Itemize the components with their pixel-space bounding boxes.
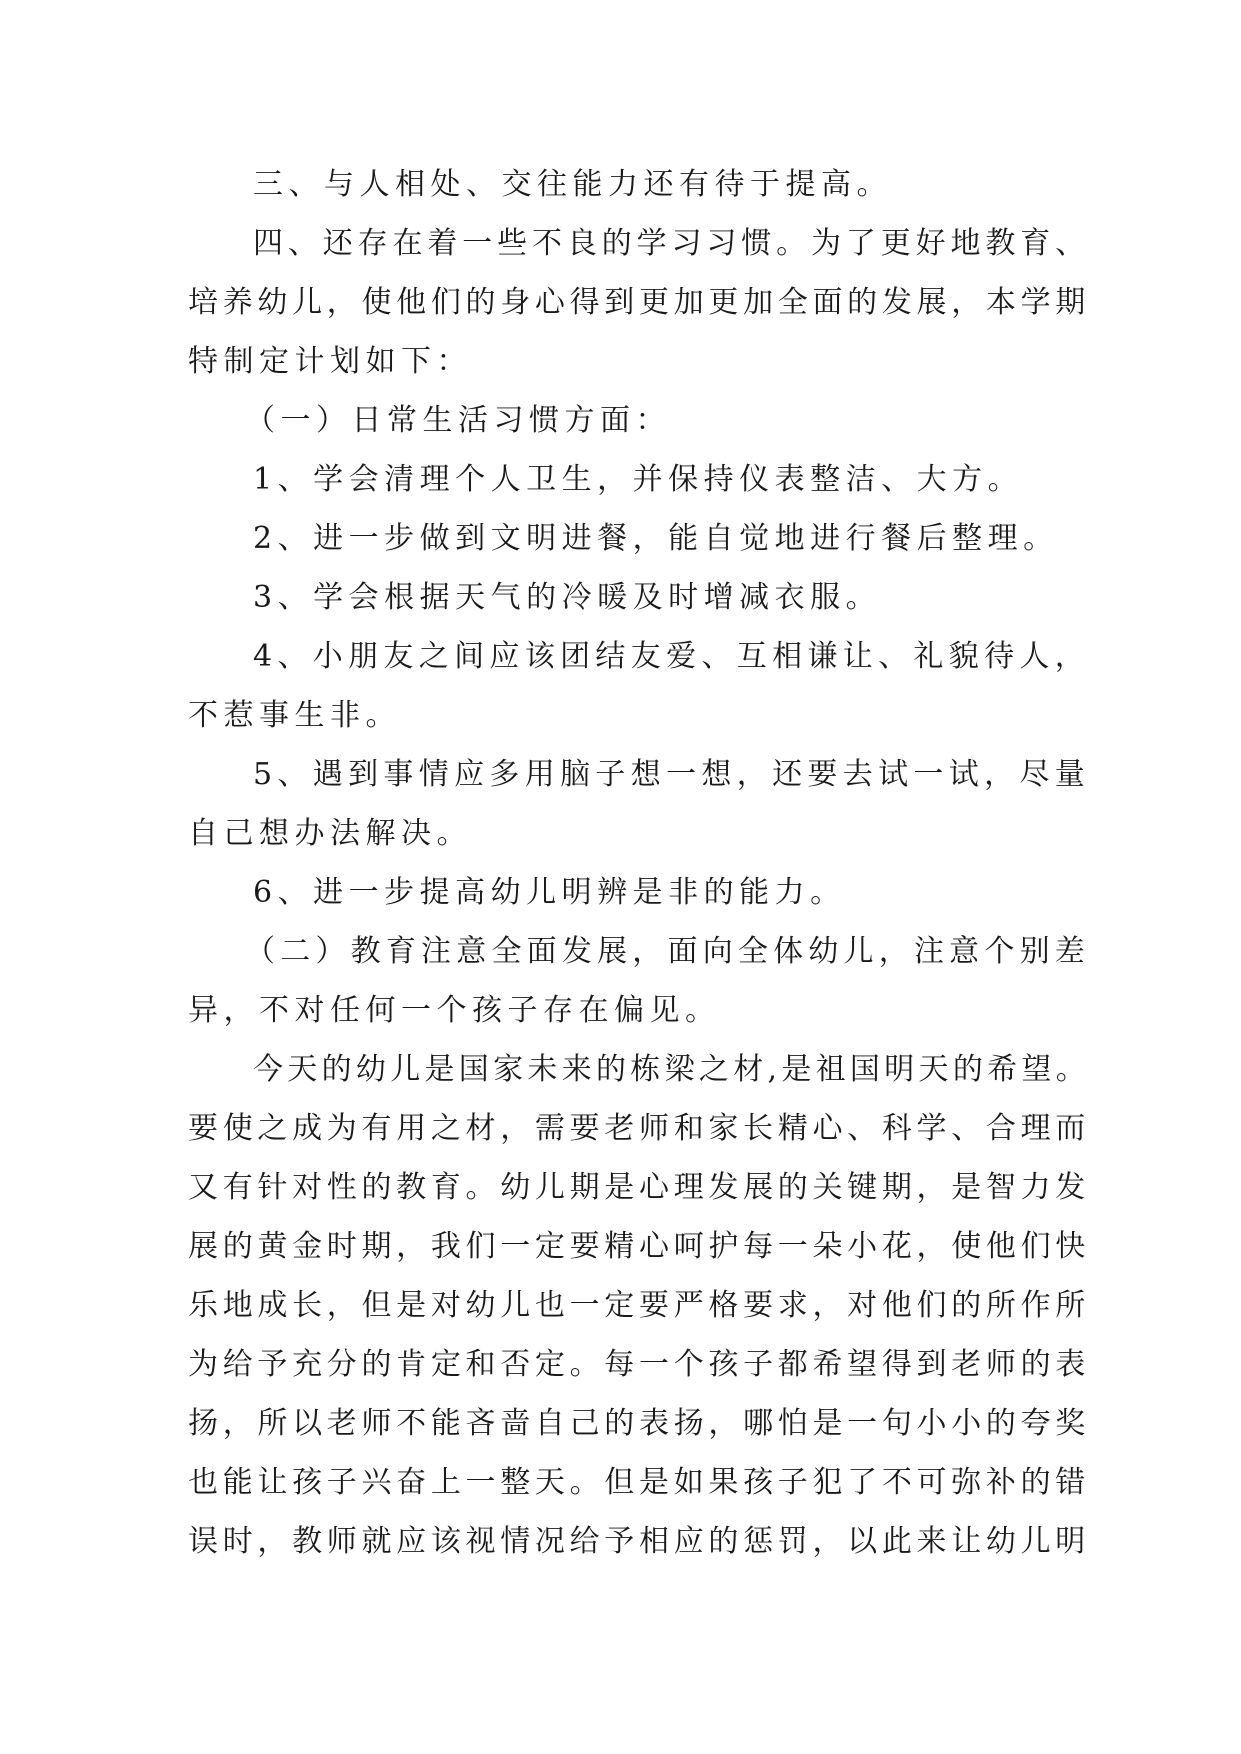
text-line: 不惹事生非。: [188, 698, 401, 733]
text-line: 4、小朋友之间应该团结友爱、互相谦让、礼貌待人，: [253, 639, 1091, 674]
text-line: 误时，教师就应该视情况给予相应的惩罚，以此来让幼儿明: [188, 1524, 1090, 1559]
text-line: 也能让孩子兴奋上一整天。但是如果孩子犯了不可弥补的错: [188, 1465, 1090, 1500]
text-line: 异，不对任何一个孩子存在偏见。: [188, 993, 721, 1028]
text-line: 培养幼儿，使他们的身心得到更加更加全面的发展，本学期: [188, 285, 1090, 320]
text-line: 6、进一步提高幼儿明辨是非的能力。: [253, 875, 846, 910]
text-line: 要使之成为有用之材，需要老师和家长精心、科学、合理而: [188, 1111, 1090, 1146]
text-line: 今天的幼儿是国家未来的栋梁之材,是祖国明天的希望。: [253, 1052, 1091, 1087]
text-line: 3、学会根据天气的冷暖及时增减衣服。: [253, 580, 882, 615]
text-line: 四、还存在着一些不良的学习习惯。为了更好地教育、: [253, 226, 1090, 261]
text-line: （一）日常生活习惯方面：: [245, 403, 671, 438]
text-line: 1、学会清理个人卫生，并保持仪表整洁、大方。: [253, 462, 1024, 497]
text-line: 为给予充分的肯定和否定。每一个孩子都希望得到老师的表: [188, 1347, 1090, 1382]
text-line: 又有针对性的教育。幼儿期是心理发展的关键期，是智力发: [188, 1170, 1090, 1205]
text-line: 5、遇到事情应多用脑子想一想，还要去试一试，尽量: [253, 757, 1091, 792]
text-line: 2、进一步做到文明进餐，能自觉地进行餐后整理。: [253, 521, 1059, 556]
text-line: 自己想办法解决。: [188, 816, 472, 851]
text-line: 展的黄金时期，我们一定要精心呵护每一朵小花，使他们快: [188, 1229, 1090, 1264]
text-line: 三、与人相处、交往能力还有待于提高。: [253, 167, 892, 202]
text-line: （二）教育注意全面发展，面向全体幼儿，注意个别差: [245, 934, 1090, 969]
text-line: 特制定计划如下：: [188, 344, 472, 379]
text-line: 扬，所以老师不能吝啬自己的表扬，哪怕是一句小小的夸奖: [188, 1406, 1090, 1441]
text-line: 乐地成长，但是对幼儿也一定要严格要求，对他们的所作所: [188, 1288, 1090, 1323]
